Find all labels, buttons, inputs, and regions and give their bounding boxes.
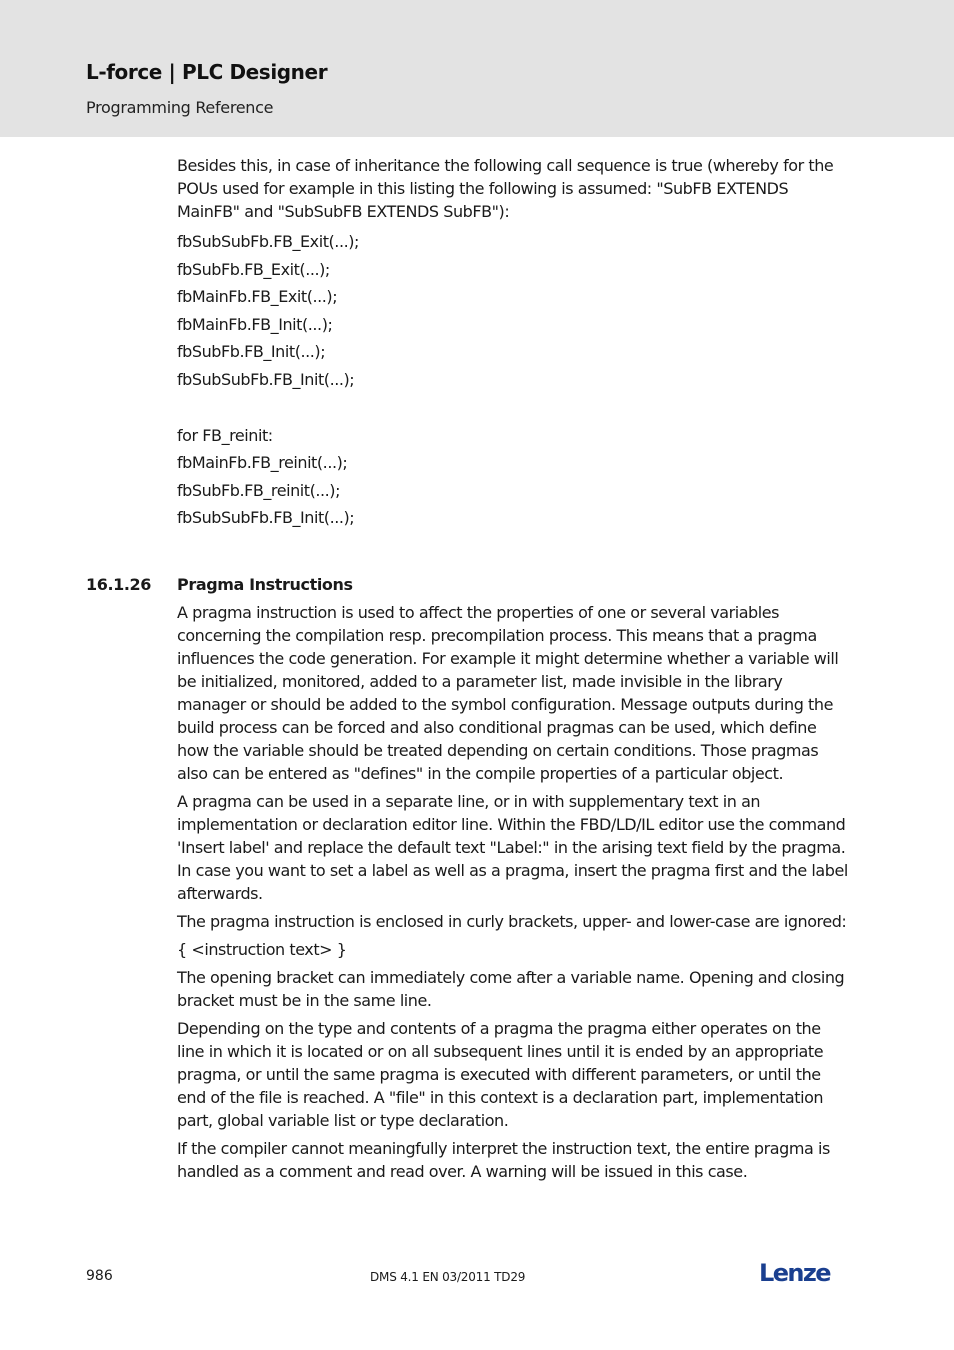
call-line: fbSubFb.FB_Init(...); bbox=[177, 342, 326, 362]
document-title: L-force | PLC Designer bbox=[86, 60, 328, 84]
section-number: 16.1.26 bbox=[86, 575, 152, 594]
call-line: fbSubFb.FB_Exit(...); bbox=[177, 259, 330, 279]
document-subtitle: Programming Reference bbox=[86, 98, 274, 117]
lenze-logo-text: Lenze bbox=[759, 1259, 830, 1287]
reinit-call-line: fbMainFb.FB_reinit(...); bbox=[177, 453, 348, 473]
call-line: fbMainFb.FB_Exit(...); bbox=[177, 287, 338, 307]
reinit-call-line: fbSubSubFb.FB_Init(...); bbox=[177, 508, 355, 528]
section-paragraph: The pragma instruction is enclosed in curly brackets, upper- and lower-case are ignored: bbox=[177, 912, 847, 931]
section-paragraph: Depending on the type and contents of a pragma the pragma either operates on the line in which it is located or on all subsequent lines until it is ended by an appropriate pragma, or until the same pragma is executed with different parameters, or until the end of the file is reached. A "file" in this context is a declaration part, implementation part, global variable list or type declaration. bbox=[177, 1019, 824, 1130]
pragma-syntax: { <instruction text> } bbox=[177, 940, 347, 959]
page-number: 986 bbox=[86, 1268, 113, 1284]
section-paragraph: A pragma instruction is used to affect the properties of one or several variables concerning the compilation resp. precompilation process. This means that a pragma influences the code generation. For example it might determine whether a variable will be initialized, monitored, added to a parameter list, made invisible in the library manager or should be added to the symbol configuration. Message outputs during the build process can be forced and also conditional pragmas can be used, which define how the variable should be treated depending on certain conditions. Those pragmas also can be entered as "defines" in the compile properties of a particular object. bbox=[177, 603, 839, 783]
page-header bbox=[0, 0, 954, 137]
intro-paragraph: Besides this, in case of inheritance the following call sequence is true (whereby for the POUs used for example in this listing the following is assumed: "SubFB EXTENDS MainFB" and "SubSubFB EXTENDS SubFB"): bbox=[177, 156, 834, 221]
reinit-call-line: fbSubFb.FB_reinit(...); bbox=[177, 480, 341, 500]
call-line: fbMainFb.FB_Init(...); bbox=[177, 314, 333, 334]
intro-content bbox=[177, 154, 849, 532]
section-paragraph: A pragma can be used in a separate line, or in with supplementary text in an implementation or declaration editor line. Within the FBD/LD/IL editor use the command 'Insert label' and replace the default text "Label:" in the arising text field by the pragma. In case you want to set a label as well as a pragma, insert the pragma first and the label afterwards. bbox=[177, 792, 848, 903]
section-title: Pragma Instructions bbox=[177, 575, 353, 594]
reinit-label: for FB_reinit: bbox=[177, 425, 273, 445]
spacer bbox=[177, 394, 849, 422]
document-reference: DMS 4.1 EN 03/2011 TD29 bbox=[370, 1270, 526, 1284]
section-paragraph: The opening bracket can immediately come after a variable name. Opening and closing bracket must be in the same line. bbox=[177, 968, 845, 1010]
call-line: fbSubSubFb.FB_Exit(...); bbox=[177, 232, 359, 251]
call-line: fbSubSubFb.FB_Init(...); bbox=[177, 369, 355, 389]
section-content bbox=[177, 601, 849, 1188]
lenze-logo bbox=[758, 1256, 838, 1288]
section-paragraph: If the compiler cannot meaningfully interpret the instruction text, the entire pragma is handled as a comment and read over. A warning will be issued in this case. bbox=[177, 1139, 830, 1181]
